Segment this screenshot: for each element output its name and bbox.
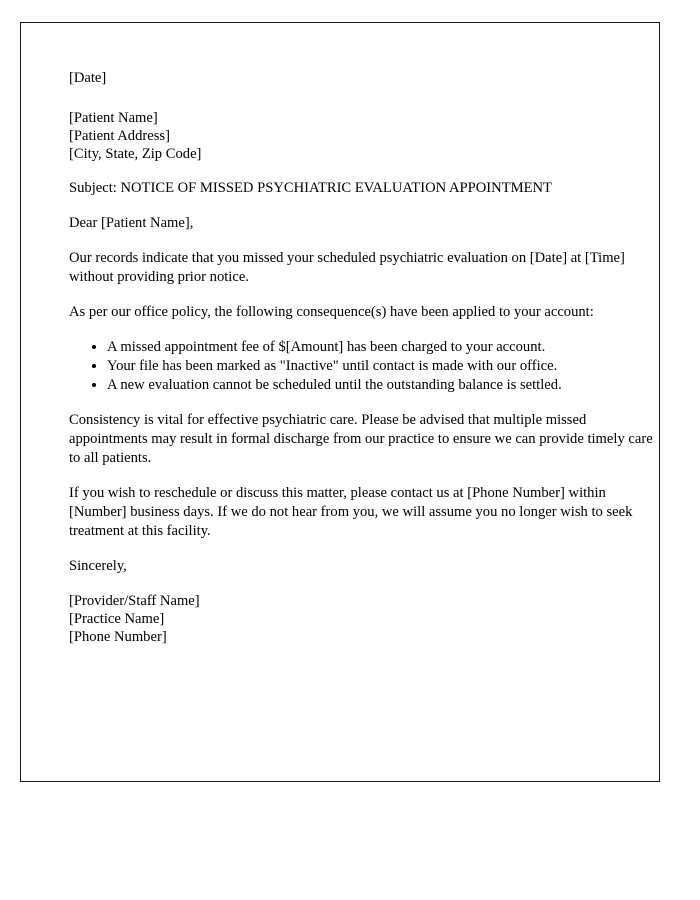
- recipient-street: [Patient Address]: [69, 128, 170, 144]
- paragraph-reschedule-instructions: If you wish to reschedule or discuss this matter, please contact us at [Phone Number] within [Number] business days. If we do not hear from you, we will assume you no longer wish to seek treatment at this facility.: [69, 485, 633, 539]
- consequences-list: [69, 338, 653, 395]
- list-item: • A new evaluation cannot be scheduled until the outstanding balance is settled.: [107, 376, 653, 395]
- recipient-city-state-zip: [City, State, Zip Code]: [69, 146, 202, 162]
- salutation: Dear [Patient Name],: [69, 215, 194, 231]
- paragraph-policy-intro: As per our office policy, the following consequence(s) have been applied to your account:: [69, 304, 594, 320]
- signature-block: [69, 592, 653, 646]
- letter-body: [69, 69, 653, 662]
- recipient-address-block: [69, 109, 653, 163]
- date-line: [Date]: [69, 70, 107, 86]
- paragraph-consistency-notice: Consistency is vital for effective psychiatric care. Please be advised that multiple missed appointments may result in formal discharge from our practice to ensure we can provide timely care to all patients.: [69, 412, 653, 466]
- practice-name: [Practice Name]: [69, 611, 165, 627]
- practice-phone: [Phone Number]: [69, 629, 167, 645]
- letter-border: [20, 22, 660, 782]
- closing-line: Sincerely,: [69, 558, 127, 574]
- date-block: [69, 69, 653, 87]
- list-item: • Your file has been marked as "Inactive" until contact is made with our office.: [107, 357, 653, 376]
- provider-name: [Provider/Staff Name]: [69, 593, 200, 609]
- recipient-name: [Patient Name]: [69, 110, 158, 126]
- paragraph-missed-appointment: Our records indicate that you missed your scheduled psychiatric evaluation on [Date] at [Time] without providing prior notice.: [69, 250, 625, 285]
- list-item: • A missed appointment fee of $[Amount] has been charged to your account.: [107, 338, 653, 357]
- subject-line: Subject: NOTICE OF MISSED PSYCHIATRIC EVALUATION APPOINTMENT: [69, 180, 552, 196]
